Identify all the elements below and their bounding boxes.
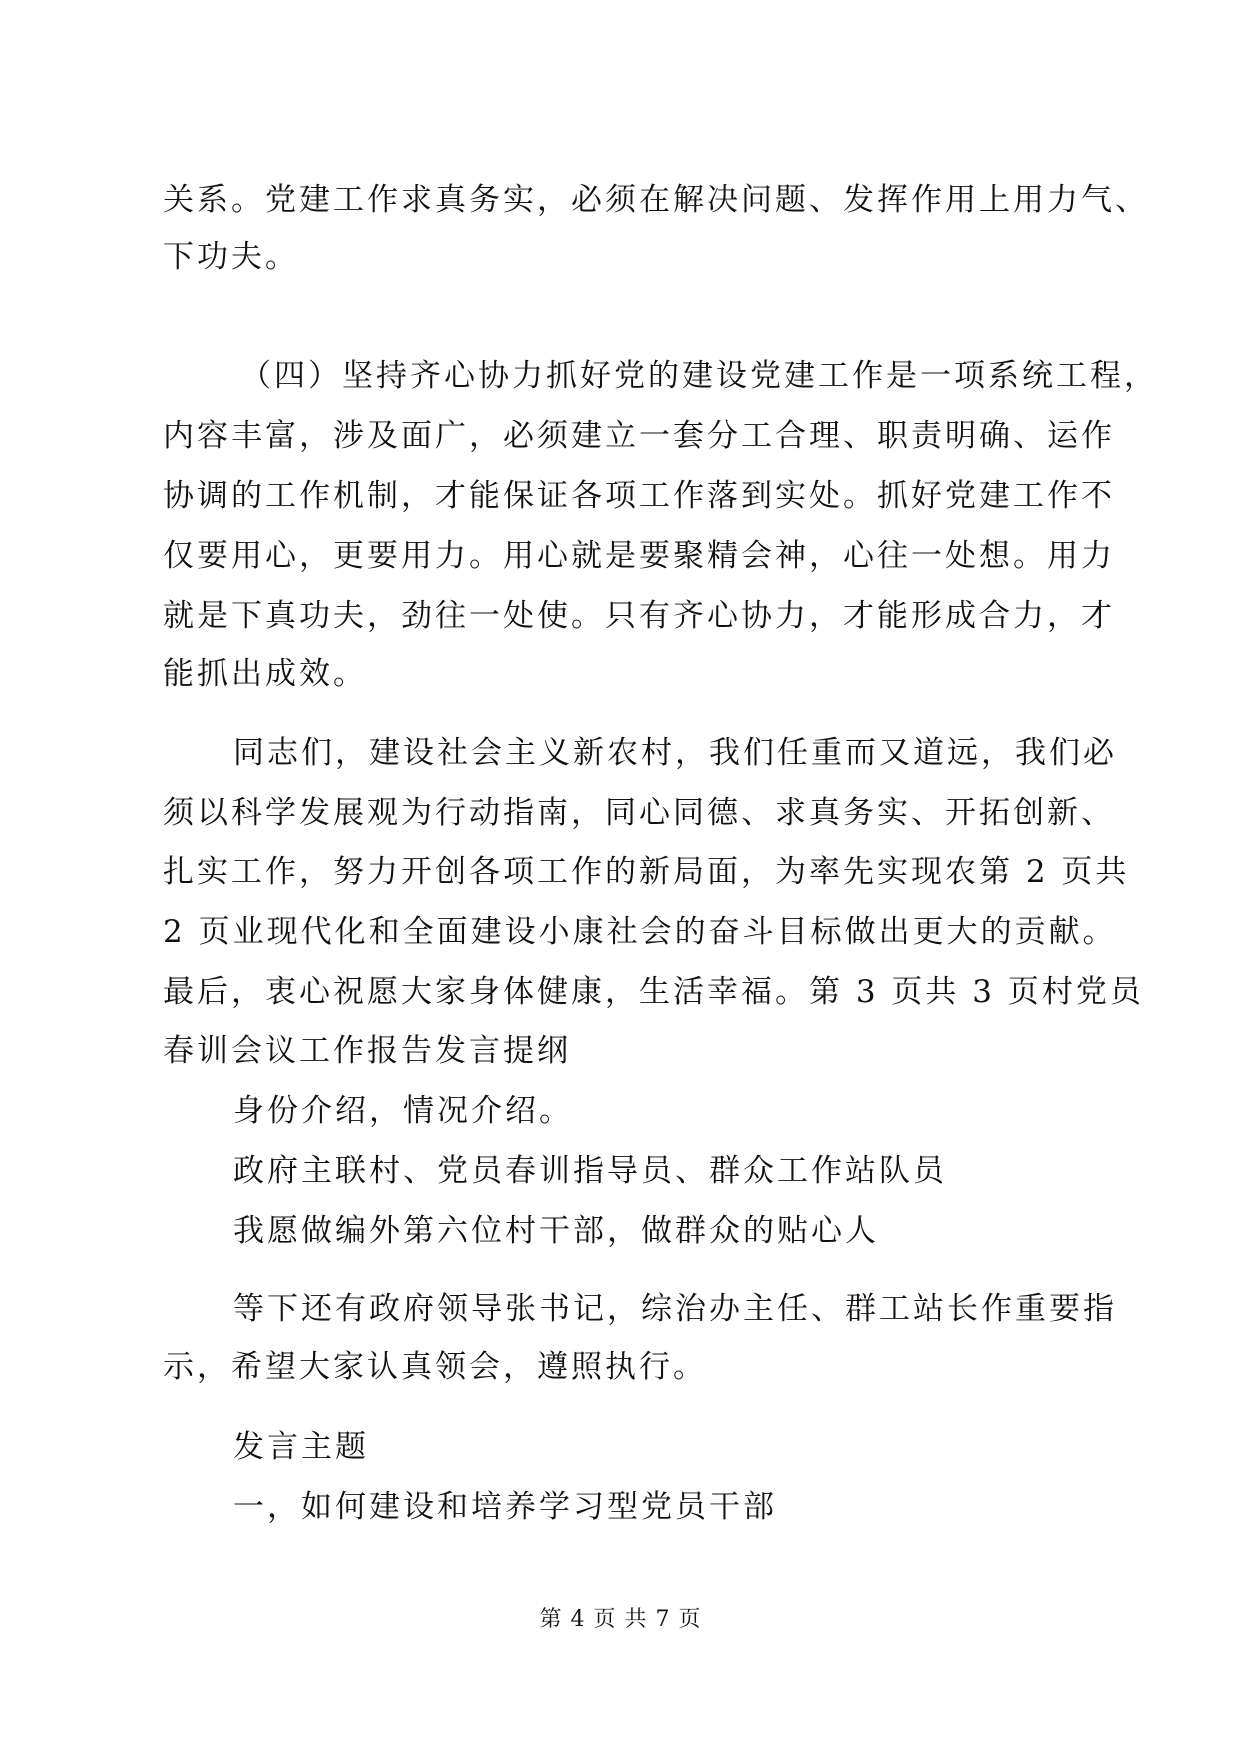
body-line-12: 2 页业现代化和全面建设小康社会的奋斗目标做出更大的贡献。 — [163, 914, 1117, 950]
section-heading-4: （四）坚持齐心协力抓好党的建设党建工作是一项系统工程， — [240, 358, 1158, 394]
body-line-10: 须以科学发展观为行动指南，同心同德、求真务实、开拓创新、 — [163, 795, 1115, 831]
body-line-16: 政府主联村、党员春训指导员、群众工作站队员 — [233, 1153, 947, 1189]
body-line-21: 一，如何建设和培养学习型党员干部 — [233, 1489, 777, 1525]
body-line-4: 内容丰富，涉及面广，必须建立一套分工合理、职责明确、运作 — [163, 418, 1115, 454]
body-line-14: 春训会议工作报告发言提纲 — [163, 1033, 571, 1069]
body-line-19: 示，希望大家认真领会，遵照执行。 — [163, 1349, 707, 1385]
body-line-6: 仅要用心，更要用力。用心就是要聚精会神，心往一处想。用力 — [163, 538, 1115, 574]
page-footer: 第 4 页 共 7 页 — [539, 1607, 702, 1632]
body-line-17: 我愿做编外第六位村干部，做群众的贴心人 — [233, 1213, 879, 1249]
body-line-2: 下功夫。 — [163, 239, 299, 275]
body-line-20: 发言主题 — [233, 1429, 369, 1465]
body-line-1: 关系。党建工作求真务实，必须在解决问题、发挥作用上用力气、 — [163, 182, 1149, 218]
body-line-15: 身份介绍，情况介绍。 — [233, 1093, 573, 1129]
body-line-11: 扎实工作，努力开创各项工作的新局面，为率先实现农第 2 页共 — [163, 854, 1130, 890]
body-line-13: 最后，衷心祝愿大家身体健康，生活幸福。第 3 页共 3 页村党员 — [163, 974, 1144, 1010]
body-line-7: 就是下真功夫，劲往一处使。只有齐心协力，才能形成合力，才 — [163, 598, 1115, 634]
body-line-8: 能抓出成效。 — [163, 656, 367, 692]
body-line-18: 等下还有政府领导张书记，综治办主任、群工站长作重要指 — [233, 1291, 1117, 1327]
body-line-5: 协调的工作机制，才能保证各项工作落到实处。抓好党建工作不 — [163, 478, 1115, 514]
body-line-9: 同志们，建设社会主义新农村，我们任重而又道远，我们必 — [233, 735, 1117, 771]
